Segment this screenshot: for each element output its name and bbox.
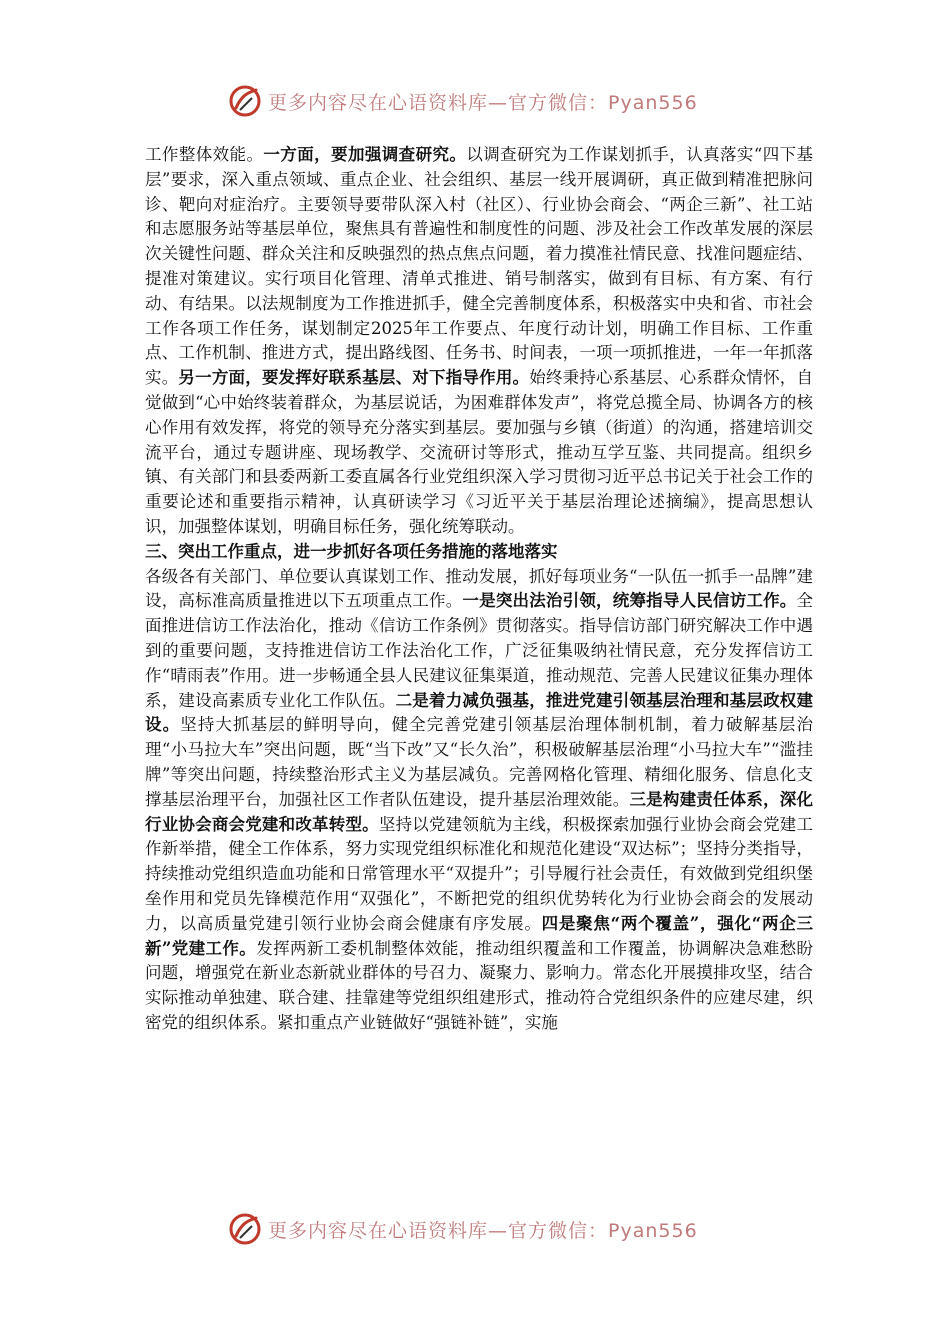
text-run: 发挥两新工委机制整体效能，推动组织覆盖和工作覆盖，协调解决急难愁盼问题，增强党在新业态新就业群体的号召力、凝聚力、影响力。常态化开展摸排攻坚，结合实际推动单独建、联合建、挂靠建等党组织组建形式，推动符合党组织条件的应建尽建，织密党的组织体系。紧扣重点产业链做好“强链补链”，实施: [145, 938, 813, 1032]
bold-run: 四是聚焦“两个覆盖”，强化“两企三新”党建工作。: [145, 913, 814, 958]
text-run: 以调查研究为工作谋划抓手，认真落实“四下基层”要求，深入重点领域、重点企业、社会组织、基层一线开展调研，真正做到精准把脉问诊、靶向对症治疗。主要领导要带队深入村（社区）、行业协会商会、“两企三新”、社工站和志愿服务站等基层单位，聚焦具有普遍性和制度性的问题、涉及社会工作改革发展的深层次关键性问题、群众关注和反映强烈的热点焦点问题，着力摸准社情民意、找准问题症结、提准对策建议。实行项目化管理、清单式推进、销号制落实，做到有目标、有方案、有行动、有结果。以法规制度为工作推进抓手，健全完善制度体系，积极落实中央和省、市社会工作各项工作任务，谋划制定2025年工作要点、年度行动计划，明确工作目标、工作重点、工作机制、推进方式，提出路线图、任务书、时间表，一项一项抓推进，一年一年抓落实。: [145, 145, 814, 388]
text-run: 始终秉持心系基层、心系群众情怀，自觉做到“心中始终装着群众，为基层说话，为困难群体发声”，将党总揽全局、协调各方的核心作用有效发挥，将党的领导充分落实到基层。要加强与乡镇（街道）的沟通，搭建培训交流平台，通过专题讲座、现场教学、交流研讨等形式，推动互学互鉴、共同提高。组织乡镇、有关部门和县委两新工委直属各行业党组织深入学习贯彻习近平总书记关于社会工作的重要论述和重要指示精神，认真研读学习《习近平关于基层治理论述摘编》，提高思想认识，加强整体谋划，明确目标任务，强化统筹联动。: [145, 368, 814, 536]
logo-icon: [228, 1212, 262, 1246]
bold-run: 另一方面，要发挥好联系基层、对下指导作用。: [178, 368, 530, 388]
bold-run: 一方面，要加强调查研究。: [263, 145, 467, 164]
document-body: [145, 143, 813, 1036]
text-run: 坚持以党建领航为主线，积极探索加强行业协会商会党建工作新举措，健全工作体系，努力实现党组织标准化和规范化建设“双达标”；坚持分类指导，持续推动党组织造血功能和日常管理水平“双提升”；引导履行社会责任，有效做到党组织堡垒作用和党员先锋模范作用“双强化”，不断把党的组织优势转化为行业协会商会的发展动力，以高质量党建引领行业协会商会健康有序发展。: [145, 814, 814, 933]
text-run: 坚持大抓基层的鲜明导向，健全完善党建引领基层治理体制机制，着力破解基层治理“小马拉大车”突出问题，既“当下改”又“长久治”，积极破解基层治理“小马拉大车”“滥挂牌”等突出问题，持续整治形式主义为基层减负。完善网格化管理、精细化服务、信息化支撑基层治理平台，加强社区工作者队伍建设，提升基层治理效能。: [145, 715, 814, 809]
section-heading: 三、突出工作重点，进一步抓好各项任务措施的落地落实: [145, 541, 558, 561]
text-run: 工作整体效能。: [145, 145, 264, 164]
banner-text: 更多内容尽在心语资料库—官方微信：Pyan556: [268, 1219, 698, 1242]
text-run: 全面推进信访工作法治化，推动《信访工作条例》贯彻落实。指导信访部门研究解决工作中遇到的重要问题，支持推进信访工作法治化工作，广泛征集吸纳社情民意，充分发挥信访工作“晴雨表”作用。进一步畅通全县人民建议征集渠道，推动规范、完善人民建议征集办理体系，建设高素质专业化工作队伍。: [145, 591, 814, 710]
banner-text: 更多内容尽在心语资料库—官方微信：Pyan556: [268, 91, 698, 114]
footer-watermark-banner: [228, 1210, 748, 1248]
paragraph: [145, 565, 813, 1036]
bold-run: 二是着力减负强基，推进党建引领基层治理和基层政权建设。: [145, 690, 814, 735]
header-watermark-banner: [228, 82, 748, 120]
bold-run: 一是突出法治引领，统筹指导人民信访工作。: [462, 591, 797, 611]
text-run: 各级各有关部门、单位要认真谋划工作、推动发展，抓好每项业务“一队伍一抓手一品牌”建设，高标准高质量推进以下五项重点工作。: [145, 566, 813, 611]
logo-icon: [228, 84, 262, 118]
bold-run: 三是构建责任体系，深化行业协会商会党建和改革转型。: [145, 789, 814, 834]
paragraph: [145, 143, 813, 540]
